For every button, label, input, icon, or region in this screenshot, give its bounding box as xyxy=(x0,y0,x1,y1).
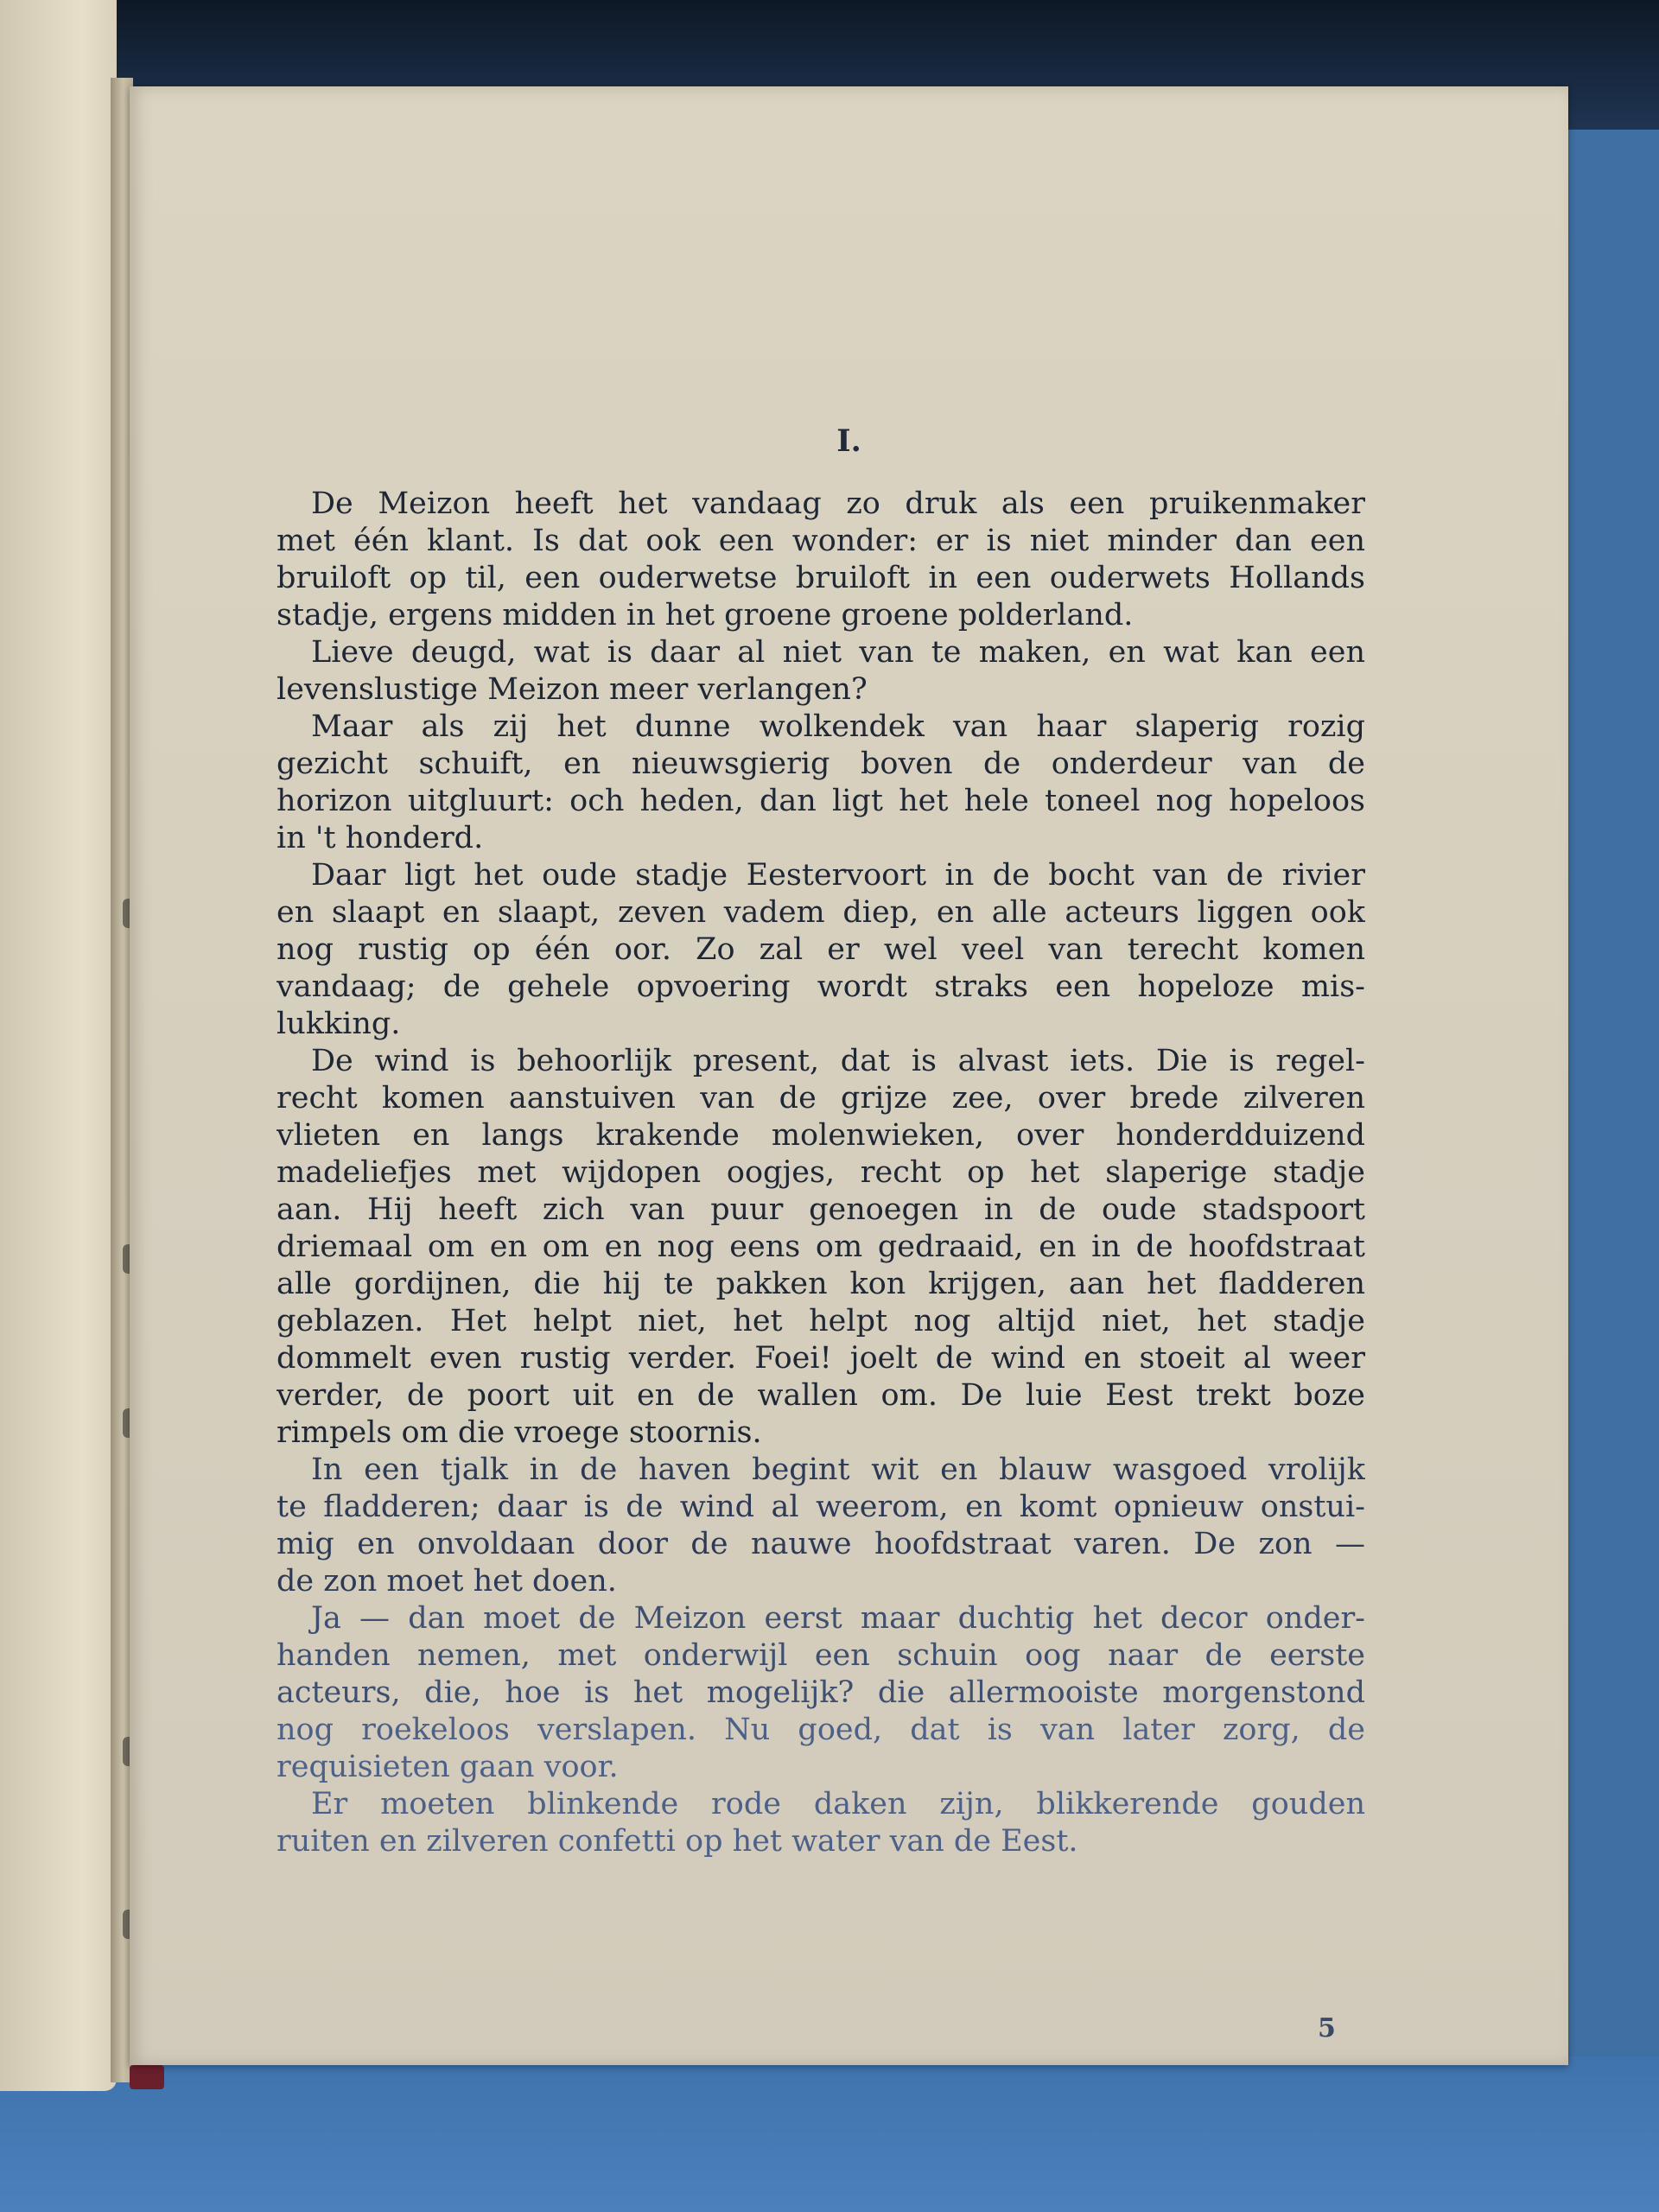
text-line: in 't honderd. xyxy=(276,821,484,855)
text-line: madeliefjes met wijdopen oogjes, recht op het slaperige stadje xyxy=(276,1155,1365,1190)
body-text xyxy=(276,486,1365,1860)
text-line: Er moeten blinkende rode daken zijn, blikkerende gouden xyxy=(311,1787,1365,1821)
text-line: acteurs, die, hoe is het mogelijk? die allermooiste morgenstond xyxy=(276,1675,1365,1710)
text-line: verder, de poort uit en de wallen om. De luie Eest trekt boze xyxy=(276,1378,1365,1413)
text-line: de zon moet het doen. xyxy=(276,1564,617,1599)
text-line: recht komen aanstuiven van de grijze zee, over brede zilveren xyxy=(276,1081,1365,1116)
text-line: Daar ligt het oude stadje Eestervoort in de bocht van de rivier xyxy=(311,858,1365,893)
text-line: bruiloft op til, een ouderwetse bruiloft in een ouderwets Hollands xyxy=(276,561,1365,595)
text-line: lukking. xyxy=(276,1007,401,1041)
text-line: geblazen. Het helpt niet, het helpt nog altijd niet, het stadje xyxy=(276,1304,1365,1338)
facing-page xyxy=(0,0,117,2091)
text-line: Ja — dan moet de Meizon eerst maar duchtig het decor onder- xyxy=(311,1601,1365,1636)
text-line: Lieve deugd, wat is daar al niet van te maken, en wat kan een xyxy=(311,635,1365,670)
page-number: 5 xyxy=(1318,2013,1336,2044)
text-line: vandaag; de gehele opvoering wordt straks een hopeloze mis- xyxy=(276,969,1365,1004)
text-line: driemaal om en om en nog eens om gedraaid, en in de hoofdstraat xyxy=(276,1230,1365,1264)
text-line: ruiten en zilveren confetti op het water van de Eest. xyxy=(276,1824,1078,1859)
text-line: mig en onvoldaan door de nauwe hoofdstraat varen. De zon — xyxy=(276,1527,1365,1561)
text-line: horizon uitgluurt: och heden, dan ligt het hele toneel nog hopeloos xyxy=(276,784,1365,818)
red-cover-edge xyxy=(130,2065,164,2089)
text-line: gezicht schuift, en nieuwsgierig boven de onderdeur van de xyxy=(276,747,1365,781)
text-line: dommelt even rustig verder. Foei! joelt de wind en stoeit al weer xyxy=(276,1341,1365,1376)
text-line: te fladderen; daar is de wind al weerom, en komt opnieuw onstui- xyxy=(276,1490,1365,1524)
text-line: requisieten gaan voor. xyxy=(276,1750,619,1784)
text-line: aan. Hij heeft zich van puur genoegen in de oude stadspoort xyxy=(276,1192,1365,1227)
text-line: De wind is behoorlijk present, dat is alvast iets. Die is regel- xyxy=(311,1044,1365,1078)
text-line: levenslustige Meizon meer verlangen? xyxy=(276,672,868,707)
text-line: nog rustig op één oor. Zo zal er wel veel van terecht komen xyxy=(276,932,1365,967)
text-line: met één klant. Is dat ook een wonder: er is niet minder dan een xyxy=(276,524,1365,558)
text-line: In een tjalk in de haven begint wit en blauw wasgoed vrolijk xyxy=(311,1452,1365,1487)
text-line: stadje, ergens midden in het groene groene polderland. xyxy=(276,598,1134,632)
text-line: handen nemen, met onderwijl een schuin oog naar de eerste xyxy=(276,1638,1365,1673)
book-page xyxy=(130,86,1568,2065)
text-line: nog roekeloos verslapen. Nu goed, dat is van later zorg, de xyxy=(276,1713,1365,1747)
text-line: alle gordijnen, die hij te pakken kon krijgen, aan het fladderen xyxy=(276,1267,1365,1301)
text-line: Maar als zij het dunne wolkendek van haar slaperig rozig xyxy=(311,709,1365,744)
chapter-heading: I. xyxy=(836,423,861,459)
text-line: rimpels om die vroege stoornis. xyxy=(276,1415,762,1450)
blue-background xyxy=(0,2056,1659,2212)
text-line: De Meizon heeft het vandaag zo druk als een pruikenmaker xyxy=(311,486,1365,521)
text-line: vlieten en langs krakende molenwieken, over honderdduizend xyxy=(276,1118,1365,1153)
text-line: en slaapt en slaapt, zeven vadem diep, en alle acteurs liggen ook xyxy=(276,895,1365,930)
